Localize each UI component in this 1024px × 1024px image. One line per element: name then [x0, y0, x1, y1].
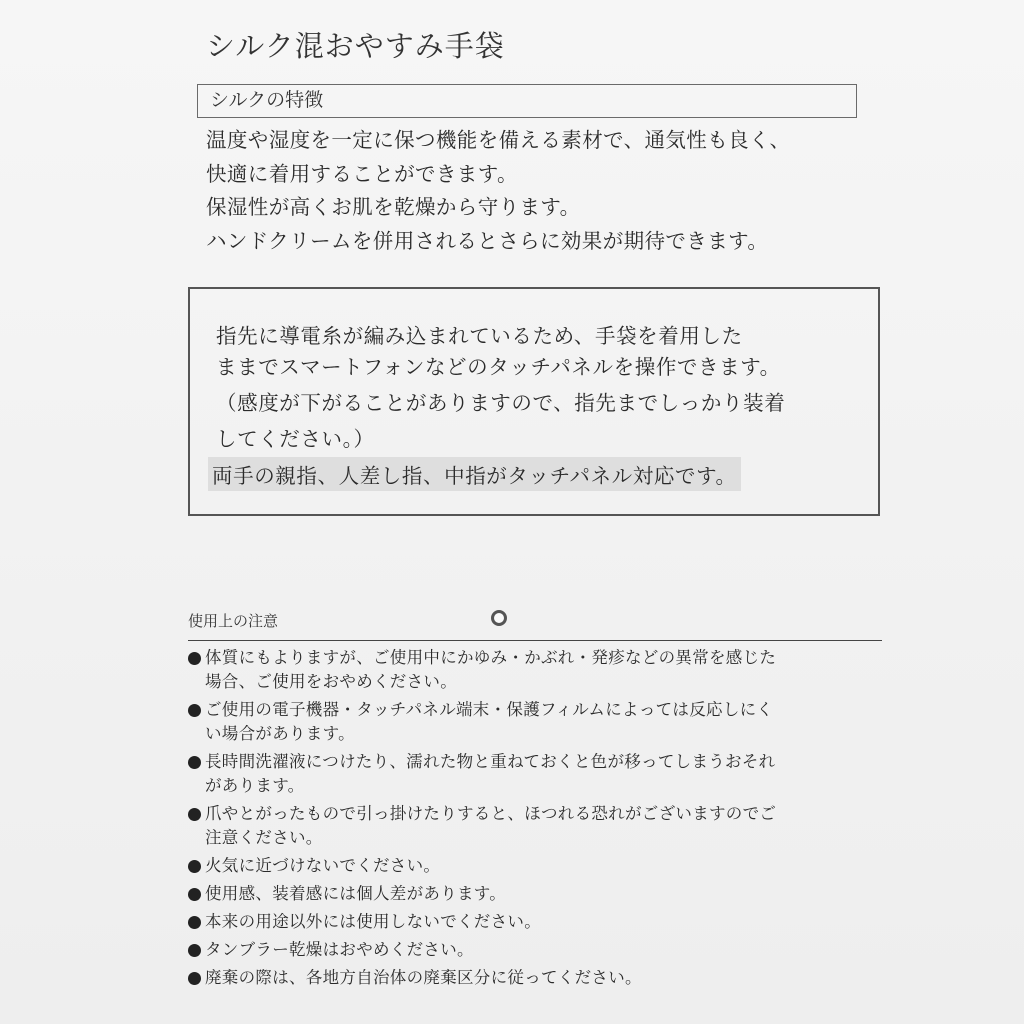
- touch-panel-info-box: [188, 287, 880, 516]
- note-text: 火気に近づけないでください。: [205, 856, 441, 875]
- note-text: 本来の用途以外には使用しないでください。: [205, 912, 541, 931]
- note-text: タンブラー乾燥はおやめください。: [205, 940, 474, 959]
- list-item: [187, 698, 887, 746]
- usage-notes-heading: 使用上の注意: [188, 612, 279, 630]
- note-text: 廃棄の際は、各地方自治体の廃棄区分に従ってください。: [205, 968, 642, 987]
- list-item: [187, 938, 887, 962]
- bullet-icon: [188, 944, 201, 957]
- touch-line: ままでスマートフォンなどのタッチパネルを操作できます。: [216, 355, 781, 379]
- note-text: 長時間洗濯液につけたり、濡れた物と重ねておくと色が移ってしまうおそれ があります。: [205, 752, 776, 795]
- touch-line: してください。）: [216, 427, 375, 451]
- list-item: [187, 750, 887, 798]
- bullet-icon: [188, 652, 201, 665]
- list-item: [187, 882, 887, 906]
- silk-features-text: [206, 124, 866, 258]
- note-text: 爪やとがったもので引っ掛けたりすると、ほつれる恐れがございますのでご 注意ください。: [205, 804, 777, 847]
- silk-features-heading: シルクの特徴: [197, 84, 857, 118]
- list-item: [187, 966, 887, 990]
- silk-line: 温度や湿度を一定に保つ機能を備える素材で、通気性も良く、: [206, 128, 791, 152]
- bullet-icon: [188, 972, 201, 985]
- divider: [188, 640, 882, 641]
- silk-line: 快適に着用することができます。: [206, 161, 518, 186]
- bullet-icon: [188, 704, 201, 717]
- list-item: [187, 646, 887, 694]
- note-text: ご使用の電子機器・タッチパネル端末・保護フィルムによっては反応しにく い場合があります。: [205, 700, 774, 743]
- touch-highlight-line: 両手の親指、人差し指、中指がタッチパネル対応です。: [208, 457, 741, 491]
- page-title: シルク混おやすみ手袋: [206, 29, 505, 63]
- bullet-icon: [188, 860, 201, 873]
- bullet-icon: [188, 888, 201, 901]
- touch-line: （感度が下がることがありますので、指先までしっかり装着: [216, 391, 786, 415]
- usage-notes-list: [187, 646, 887, 994]
- punch-hole-icon: [491, 610, 507, 626]
- bullet-icon: [188, 916, 201, 929]
- touch-line: 指先に導電糸が編み込まれているため、手袋を着用した: [216, 324, 743, 348]
- list-item: [187, 854, 887, 878]
- silk-line: 保湿性が高くお肌を乾燥から守ります。: [206, 195, 581, 219]
- list-item: [187, 910, 887, 934]
- bullet-icon: [188, 756, 201, 769]
- note-text: 体質にもよりますが、ご使用中にかゆみ・かぶれ・発疹などの異常を感じた 場合、ご使用をおやめください。: [205, 648, 777, 691]
- bullet-icon: [188, 808, 201, 821]
- silk-line: ハンドクリームを併用されるとさらに効果が期待できます。: [206, 228, 769, 253]
- note-text: 使用感、装着感には個人差があります。: [205, 884, 507, 903]
- list-item: [187, 802, 887, 850]
